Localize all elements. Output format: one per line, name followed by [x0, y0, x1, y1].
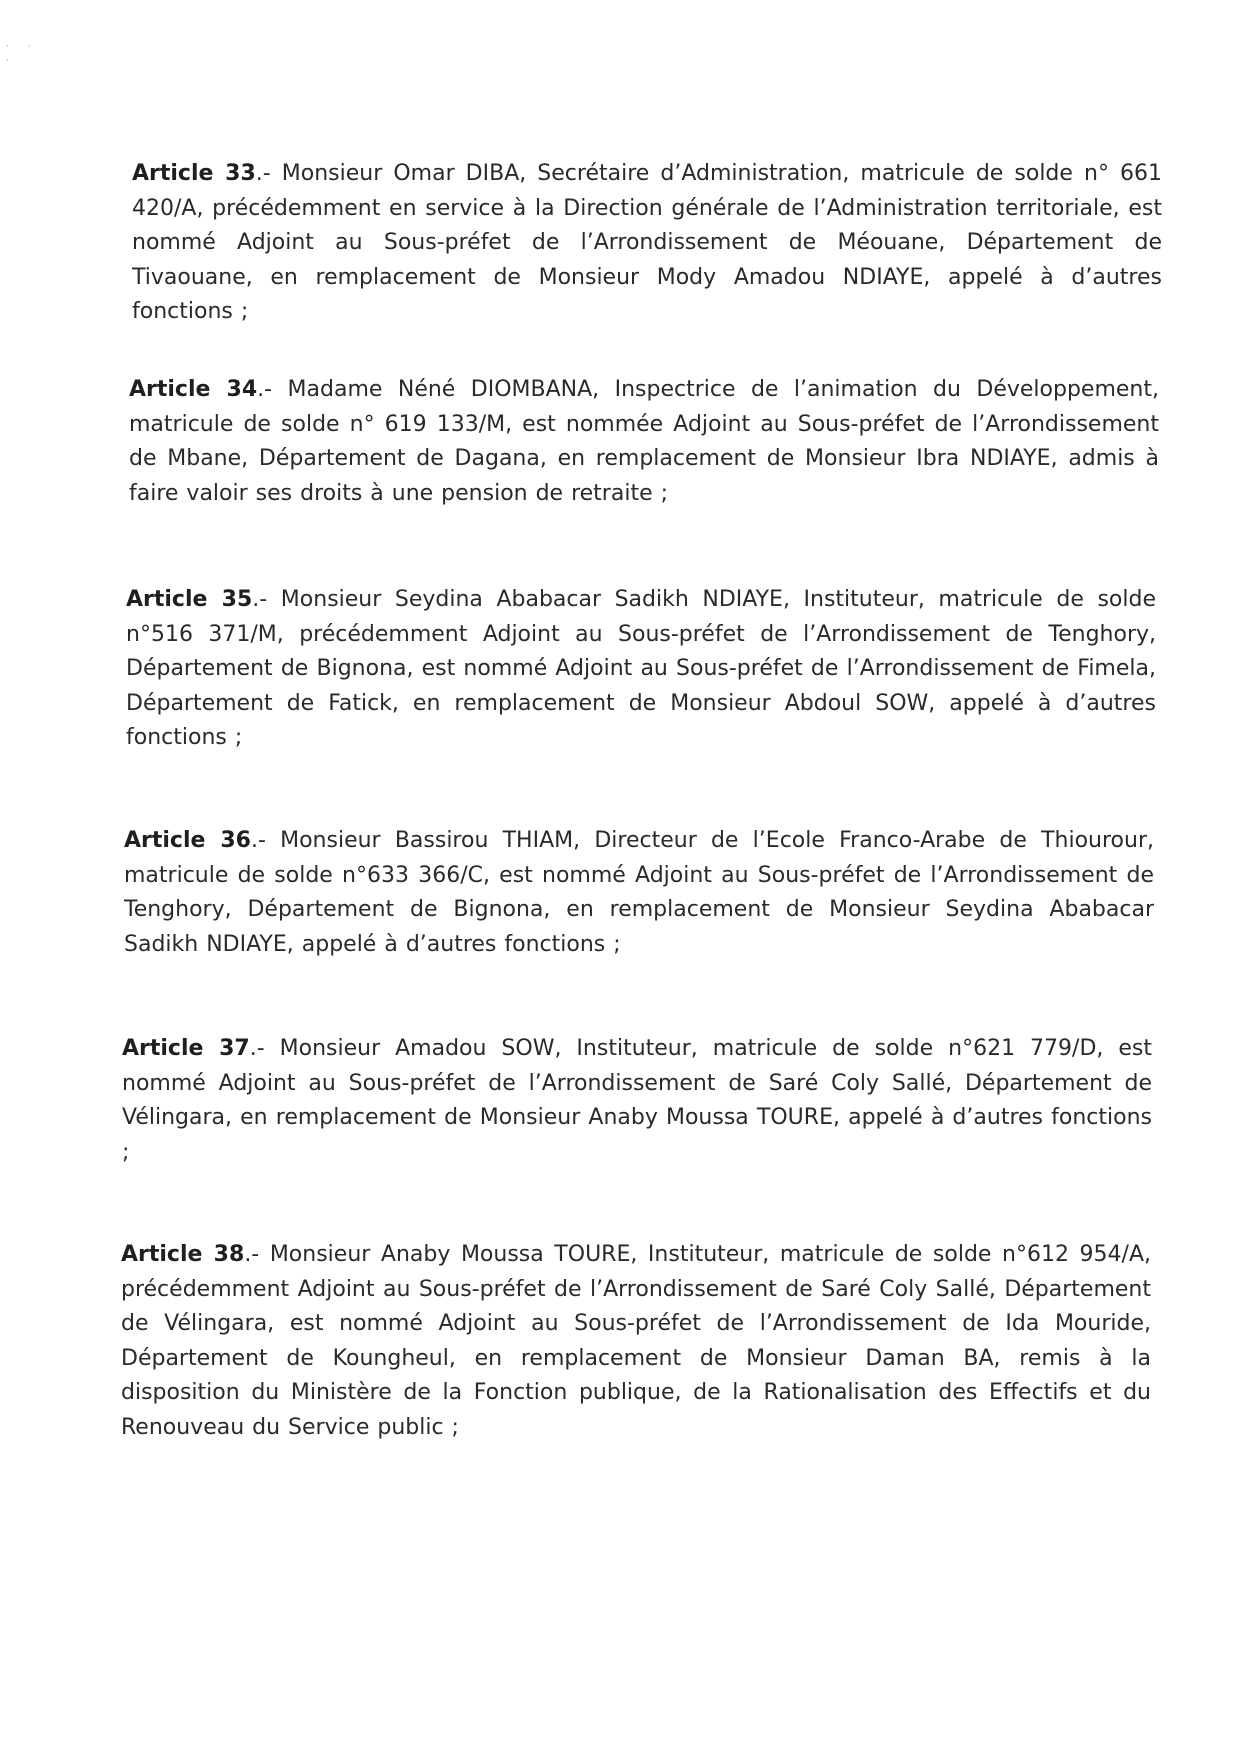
- article-label: Article 33: [132, 161, 256, 186]
- article-34: [129, 373, 1159, 511]
- article-label: Article 38: [121, 1242, 245, 1267]
- article-38: [121, 1238, 1151, 1445]
- article-label: Article 35: [126, 587, 253, 612]
- article-label: Article 34: [129, 377, 258, 402]
- article-body: .- Madame Néné DIOMBANA, Inspectrice de l’animation du Développement, matricule de solde n° 619 133/M, est nommée Adjoint au Sous-préfet de l’Arrondissement de Mbane, Département de Dagana, en remplacement de Monsieur Ibra NDIAYE, admis à faire valoir ses droits à une pension de retraite ;: [129, 377, 1159, 506]
- article-label: Article 37: [122, 1036, 250, 1061]
- article-37: [122, 1032, 1152, 1170]
- article-33: [132, 157, 1162, 330]
- article-body: .- Monsieur Bassirou THIAM, Directeur de l’Ecole Franco-Arabe de Thiourour, matricule de solde n°633 366/C, est nommé Adjoint au Sous-préfet de l’Arrondissement de Tenghory, Département de Bignona, en remplacement de Monsieur Seydina Ababacar Sadikh NDIAYE, appelé à d’autres fonctions ;: [124, 828, 1154, 957]
- scan-specks-decoration: · · ·: [6, 42, 39, 66]
- article-body: .- Monsieur Seydina Ababacar Sadikh NDIAYE, Instituteur, matricule de solde n°516 371/M, précédemment Adjoint au Sous-préfet de l’Arrondissement de Tenghory, Département de Bignona, est nommé Adjoint au Sous-préfet de l’Arrondissement de Fimela, Département de Fatick, en remplacement de Monsieur Abdoul SOW, appelé à d’autres fonctions ;: [126, 587, 1156, 750]
- article-body: .- Monsieur Amadou SOW, Instituteur, matricule de solde n°621 779/D, est nommé Adjoint au Sous-préfet de l’Arrondissement de Saré Coly Sallé, Département de Vélingara, en remplacement de Monsieur Anaby Moussa TOURE, appelé à d’autres fonctions ;: [122, 1036, 1153, 1165]
- article-35: [126, 583, 1156, 756]
- article-label: Article 36: [124, 828, 251, 853]
- article-36: [124, 824, 1154, 962]
- article-body: .- Monsieur Anaby Moussa TOURE, Instituteur, matricule de solde n°612 954/A, précédemment Adjoint au Sous-préfet de l’Arrondissement de Saré Coly Sallé, Département de Vélingara, est nommé Adjoint au Sous-préfet de l’Arrondissement de Ida Mouride, Département de Koungheul, en remplacement de Monsieur Daman BA, remis à la disposition du Ministère de la Fonction publique, de la Rationalisation des Effectifs et du Renouveau du Service public ;: [121, 1242, 1151, 1440]
- article-body: .- Monsieur Omar DIBA, Secrétaire d’Administration, matricule de solde n° 661 420/A, précédemment en service à la Direction générale de l’Administration territoriale, est nommé Adjoint au Sous-préfet de l’Arrondissement de Méouane, Département de Tivaouane, en remplacement de Monsieur Mody Amadou NDIAYE, appelé à d’autres fonctions ;: [132, 161, 1162, 324]
